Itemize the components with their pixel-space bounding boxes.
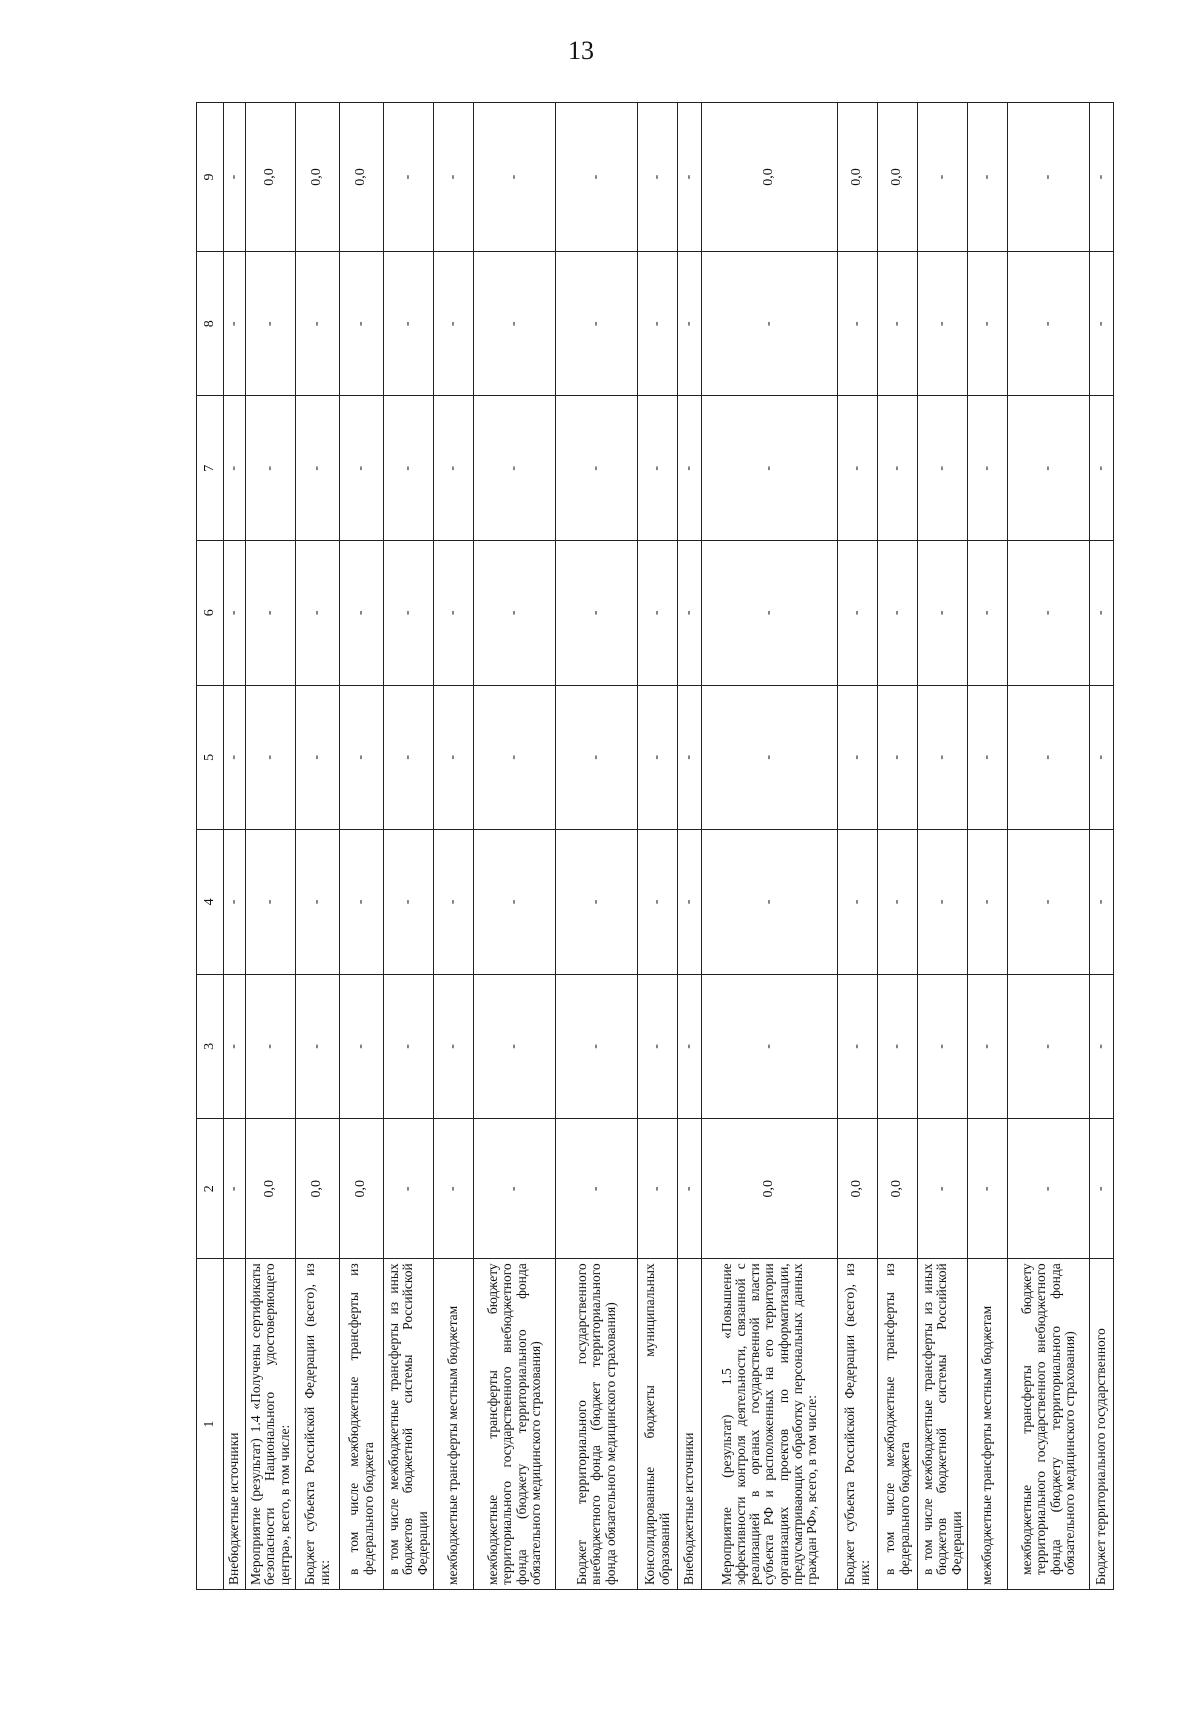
cell-value: - [246, 396, 296, 541]
table-row [340, 103, 384, 1590]
table-row [968, 103, 1008, 1590]
cell-value: - [702, 541, 838, 686]
cell-value: - [224, 1119, 246, 1259]
cell-value: - [1008, 541, 1090, 686]
cell-value: - [340, 974, 384, 1119]
cell-value: - [474, 974, 556, 1119]
cell-value: - [638, 685, 678, 830]
column-header: 1 [197, 1259, 224, 1590]
cell-value: - [702, 974, 838, 1119]
column-header: 7 [197, 396, 224, 541]
cell-value: 0,0 [296, 1119, 340, 1259]
cell-value: - [474, 830, 556, 975]
cell-value: - [224, 685, 246, 830]
row-description: межбюджетные трансферты бюджету территориального государственного внебюджетного фонда (бюджету территориального фонда обязательного медицинского страхования) [474, 1259, 556, 1590]
cell-value: - [434, 974, 474, 1119]
cell-value: - [246, 541, 296, 686]
cell-value: - [340, 396, 384, 541]
cell-value: - [678, 1119, 702, 1259]
cell-value: - [474, 251, 556, 396]
row-description: Мероприятие (результат) 1.4 «Получены сертификаты безопасности Национального удостоверяющего центра», всего, в том числе: [246, 1259, 296, 1590]
cell-value: - [340, 685, 384, 830]
cell-value: 0,0 [878, 103, 918, 252]
cell-value: - [556, 103, 638, 252]
cell-value: - [384, 974, 434, 1119]
cell-value: 0,0 [340, 1119, 384, 1259]
cell-value: - [296, 251, 340, 396]
cell-value: - [1090, 1119, 1114, 1259]
cell-value: - [474, 396, 556, 541]
cell-value: - [838, 974, 878, 1119]
cell-value: - [434, 251, 474, 396]
row-description: Бюджет субъекта Российской Федерации (всего), из них: [296, 1259, 340, 1590]
cell-value: - [384, 541, 434, 686]
column-header: 6 [197, 541, 224, 686]
table-row [296, 103, 340, 1590]
row-description: в том числе межбюджетные трансферты из иных бюджетов бюджетной системы Российской Федерации [918, 1259, 968, 1590]
column-header: 2 [197, 1119, 224, 1259]
cell-value: - [678, 396, 702, 541]
cell-value: - [878, 251, 918, 396]
cell-value: - [474, 103, 556, 252]
cell-value: - [434, 103, 474, 252]
cell-value: - [1090, 830, 1114, 975]
cell-value: - [838, 541, 878, 686]
table-row [434, 103, 474, 1590]
cell-value: - [968, 396, 1008, 541]
cell-value: - [1008, 974, 1090, 1119]
cell-value: - [296, 541, 340, 686]
row-description: межбюджетные трансферты бюджету территориального государственного внебюджетного фонда (бюджету территориального фонда обязательного медицинского страхования) [1008, 1259, 1090, 1590]
cell-value: - [434, 830, 474, 975]
row-description: Внебюджетные источники [224, 1259, 246, 1590]
cell-value: - [224, 974, 246, 1119]
cell-value: - [968, 251, 1008, 396]
cell-value: - [556, 396, 638, 541]
cell-value: - [434, 685, 474, 830]
cell-value: 0,0 [246, 1119, 296, 1259]
row-description: в том числе межбюджетные трансферты из федерального бюджета [340, 1259, 384, 1590]
cell-value: - [246, 251, 296, 396]
table-row [474, 103, 556, 1590]
cell-value: - [918, 396, 968, 541]
cell-value: - [838, 685, 878, 830]
cell-value: - [384, 830, 434, 975]
cell-value: 0,0 [878, 1119, 918, 1259]
column-header: 9 [197, 103, 224, 252]
table-row [702, 103, 838, 1590]
cell-value: 0,0 [702, 1119, 838, 1259]
cell-value: - [1090, 685, 1114, 830]
table-row [224, 103, 246, 1590]
cell-value: - [434, 541, 474, 686]
cell-value: - [474, 685, 556, 830]
row-description: в том числе межбюджетные трансферты из иных бюджетов бюджетной системы Российской Федерации [384, 1259, 434, 1590]
cell-value: - [340, 541, 384, 686]
cell-value: - [296, 974, 340, 1119]
cell-value: 0,0 [838, 1119, 878, 1259]
column-header: 5 [197, 685, 224, 830]
row-description: Консолидированные бюджеты муниципальных образований [638, 1259, 678, 1590]
page-number: 13 [568, 36, 594, 65]
cell-value: - [556, 1119, 638, 1259]
cell-value: - [678, 830, 702, 975]
row-description: Бюджет территориального государственного внебюджетного фонда (бюджет территориального фонда обязательного медицинского страхования) [556, 1259, 638, 1590]
cell-value: - [246, 974, 296, 1119]
cell-value: - [384, 251, 434, 396]
cell-value: 0,0 [702, 103, 838, 252]
cell-value: - [246, 830, 296, 975]
cell-value: - [838, 396, 878, 541]
cell-value: - [1090, 974, 1114, 1119]
cell-value: - [678, 974, 702, 1119]
table-body [224, 103, 1114, 1590]
cell-value: - [1008, 251, 1090, 396]
cell-value: - [918, 830, 968, 975]
cell-value: - [224, 541, 246, 686]
cell-value: - [224, 103, 246, 252]
cell-value: 0,0 [246, 103, 296, 252]
table-row [1090, 103, 1114, 1590]
table-row [638, 103, 678, 1590]
table-row [838, 103, 878, 1590]
cell-value: - [838, 830, 878, 975]
cell-value: - [434, 396, 474, 541]
cell-value: - [678, 541, 702, 686]
column-header: 3 [197, 974, 224, 1119]
cell-value: - [556, 830, 638, 975]
cell-value: - [1008, 685, 1090, 830]
cell-value: - [702, 830, 838, 975]
cell-value: - [838, 251, 878, 396]
cell-value: - [678, 251, 702, 396]
rotated-table-wrapper [196, 102, 1146, 1590]
budget-table [196, 102, 1114, 1590]
table-header-row [197, 103, 224, 1590]
cell-value: - [918, 1119, 968, 1259]
cell-value: - [878, 541, 918, 686]
cell-value: - [878, 830, 918, 975]
cell-value: - [224, 830, 246, 975]
row-description: Мероприятие (результат) 1.5 «Повышение эффективности контроля деятельности, связанной с реализацией в органах государственной власти субъекта РФ и расположенных на его территории организациях проектов по информатизации, предусматривающих обработку персональных данных граждан РФ», всего, в том числе: [702, 1259, 838, 1590]
cell-value: - [474, 541, 556, 686]
cell-value: - [1090, 103, 1114, 252]
column-header: 8 [197, 251, 224, 396]
cell-value: - [1090, 251, 1114, 396]
cell-value: - [638, 1119, 678, 1259]
cell-value: - [1008, 396, 1090, 541]
cell-value: - [968, 541, 1008, 686]
cell-value: - [556, 974, 638, 1119]
cell-value: - [638, 103, 678, 252]
cell-value: 0,0 [296, 103, 340, 252]
column-header: 4 [197, 830, 224, 975]
cell-value: - [918, 103, 968, 252]
row-description: в том числе межбюджетные трансферты из федерального бюджета [878, 1259, 918, 1590]
row-description: Внебюджетные источники [678, 1259, 702, 1590]
cell-value: - [918, 685, 968, 830]
cell-value: - [340, 830, 384, 975]
cell-value: - [384, 103, 434, 252]
cell-value: - [246, 685, 296, 830]
row-description: межбюджетные трансферты местным бюджетам [968, 1259, 1008, 1590]
cell-value: - [638, 541, 678, 686]
cell-value: - [678, 685, 702, 830]
cell-value: - [968, 974, 1008, 1119]
cell-value: - [702, 685, 838, 830]
cell-value: - [224, 251, 246, 396]
table-row [678, 103, 702, 1590]
table-row [1008, 103, 1090, 1590]
cell-value: - [384, 1119, 434, 1259]
cell-value: - [878, 396, 918, 541]
cell-value: - [384, 396, 434, 541]
cell-value: - [702, 396, 838, 541]
cell-value: - [384, 685, 434, 830]
table-row [556, 103, 638, 1590]
cell-value: - [918, 974, 968, 1119]
cell-value: 0,0 [838, 103, 878, 252]
cell-value: - [296, 685, 340, 830]
cell-value: - [638, 830, 678, 975]
cell-value: - [296, 396, 340, 541]
cell-value: - [878, 685, 918, 830]
cell-value: - [638, 396, 678, 541]
cell-value: - [638, 974, 678, 1119]
cell-value: - [224, 396, 246, 541]
cell-value: - [638, 251, 678, 396]
cell-value: - [474, 1119, 556, 1259]
cell-value: - [434, 1119, 474, 1259]
cell-value: - [968, 1119, 1008, 1259]
cell-value: - [556, 685, 638, 830]
cell-value: - [918, 251, 968, 396]
cell-value: - [878, 974, 918, 1119]
cell-value: 0,0 [340, 103, 384, 252]
table-row [384, 103, 434, 1590]
cell-value: - [678, 103, 702, 252]
cell-value: - [296, 830, 340, 975]
cell-value: - [1090, 396, 1114, 541]
cell-value: - [556, 541, 638, 686]
row-description: Бюджет субъекта Российской Федерации (всего), из них: [838, 1259, 878, 1590]
cell-value: - [340, 251, 384, 396]
cell-value: - [1008, 1119, 1090, 1259]
cell-value: - [1008, 830, 1090, 975]
cell-value: - [968, 830, 1008, 975]
cell-value: - [1090, 541, 1114, 686]
cell-value: - [918, 541, 968, 686]
table-row [246, 103, 296, 1590]
cell-value: - [968, 103, 1008, 252]
table-row [878, 103, 918, 1590]
cell-value: - [968, 685, 1008, 830]
cell-value: - [702, 251, 838, 396]
cell-value: - [556, 251, 638, 396]
row-description: Бюджет территориального государственного [1090, 1259, 1114, 1590]
table-row [918, 103, 968, 1590]
row-description: межбюджетные трансферты местным бюджетам [434, 1259, 474, 1590]
cell-value: - [1008, 103, 1090, 252]
